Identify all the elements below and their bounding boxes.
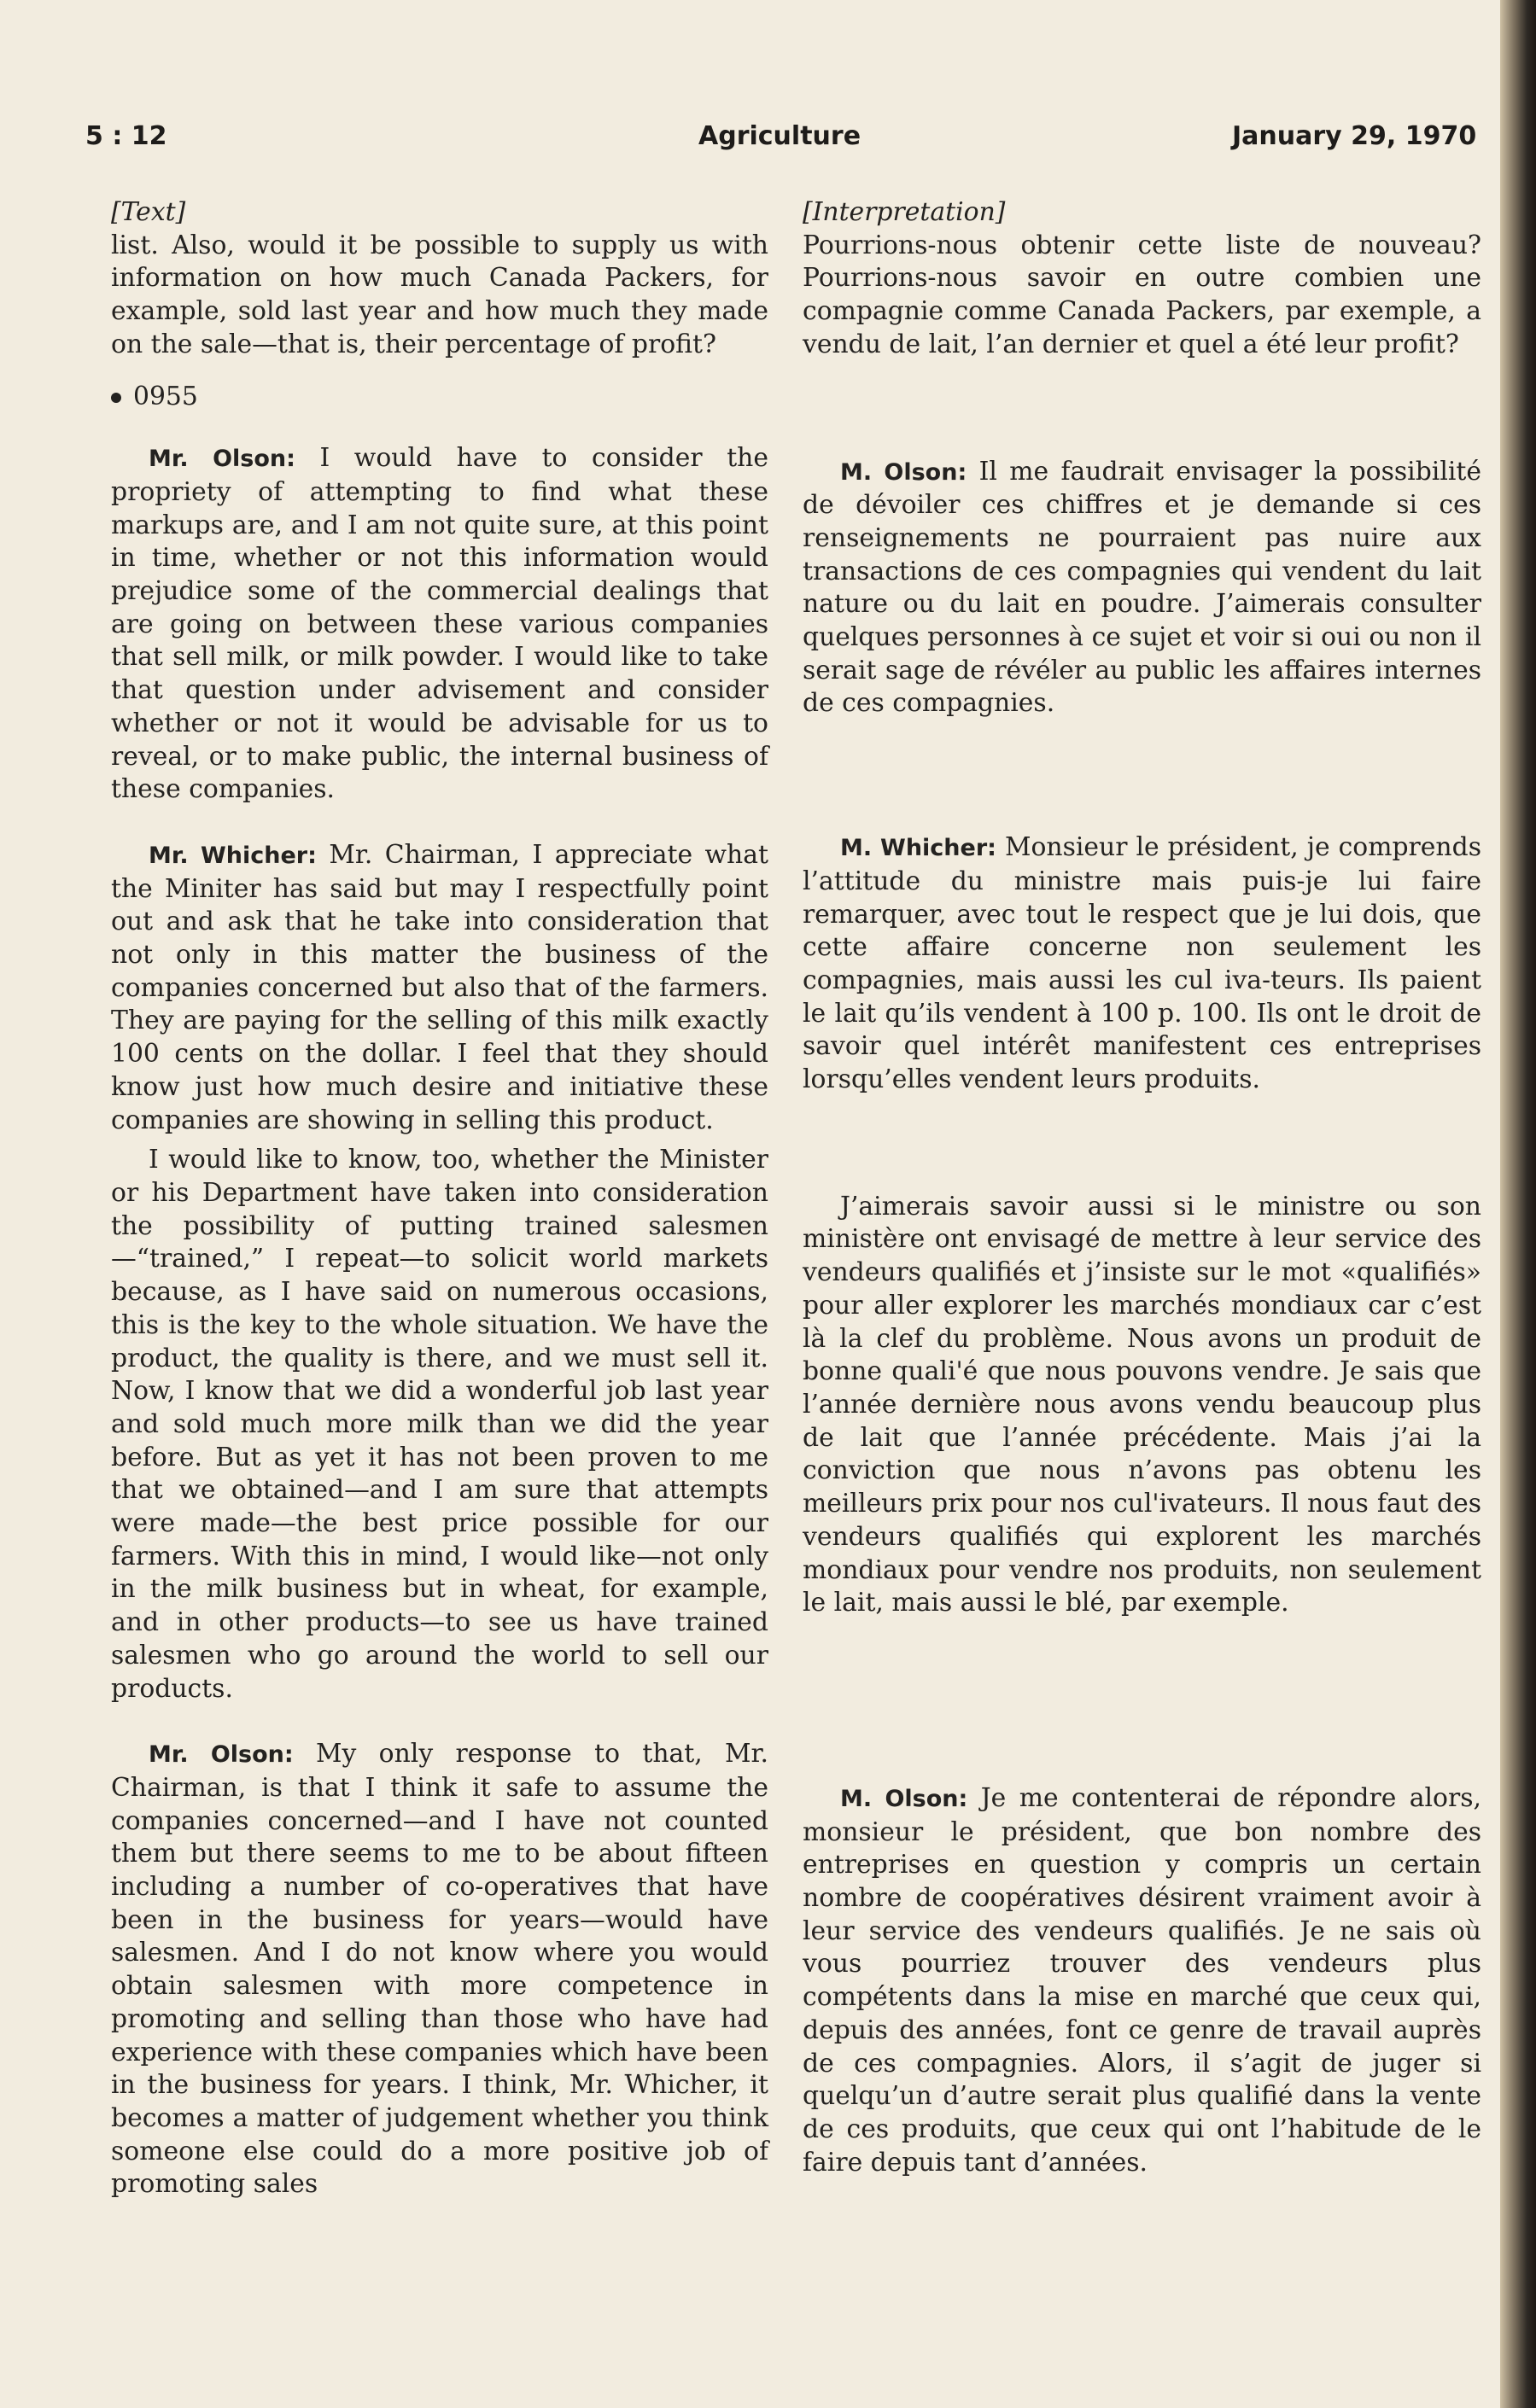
page-date: January 29, 1970: [1232, 121, 1477, 151]
speaker-name: Mr. Olson:: [149, 1741, 294, 1769]
speaker-name: M. Whicher:: [840, 835, 996, 862]
paragraph: [803, 456, 1481, 721]
speaker-name: Mr. Whicher:: [149, 842, 317, 869]
speaker-name: M. Olson:: [840, 458, 967, 486]
paragraph: I would like to know, too, whether the Minister or his Department have taken into consideration the possibility of putting trained salesmen—“trained,” I repeat—to solicit world markets because, as I have said on numerous occasions, this is the key to the whole situation. We have the product, the quality is there, and we must sell it. Now, I know that we did a wonderful job last year and sold much more milk than we did the year before. But as yet it has not been proven to me that we obtained—and I am sure that attempts were made—the best price possible for our farmers. With this in mind, I would like—not only in the milk business but in wheat, for example, and in other products—to see us have trained salesmen who go around the world to sell our products.: [111, 1145, 768, 1704]
speech-text: I would have to consider the propriety of attempting to find what these markups are, and I am not quite sure, at this point in time, whether or not this information would prejudice some of the commercial dealings that are going on between these various companies that sell milk, or milk powder. I would like to take that question under advisement and consider whether or not it would be advisable for us to reveal, or to make public, the internal business of these companies.: [111, 443, 768, 805]
speaker-name: Mr. Olson:: [149, 446, 295, 473]
speech-text: Je me contenterai de répondre alors, monsieur le président, que bon nombre des entreprises en question y compris un certain nombre de coopératives désirent vraiment avoir à leur service des vendeurs qualifiés. Je ne sais où vous pourriez trouver des vendeurs plus compétents dans la mise en marché que ceux qui, depuis des années, font ce genre de travail auprès de ces compagnies. Alors, il s’agit de juger si quelqu’un d’autre serait plus qualifié dans la vente de ces produits, que ceux qui ont l’habitude de le faire depuis tant d’années.: [803, 1782, 1481, 2178]
paragraph: [111, 442, 768, 807]
speech-text: My only response to that, Mr. Chairman, is that I think it safe to assume the companies concerned—and I have not counted them but there seems to me to be about fifteen including a number of co-operatives that have been in the business for years—would have salesmen. And I do not know where you would obtain salesmen with more competence in promoting and selling than those who have had experience with these companies which have been in the business for years. I think, Mr. Whicher, it becomes a matter of judgement whether you think someone else could do a more positive job of promoting sales: [111, 1739, 768, 2200]
french-column: [803, 196, 1481, 2179]
english-column: [111, 196, 768, 2201]
paragraph: [803, 1782, 1481, 2179]
paragraph: list. Also, would it be possible to supply us with information on how much Canada Packers, for example, sold last year and how much they made on the sale—that is, their percentage of profit?: [111, 230, 768, 359]
running-title: Agriculture: [698, 121, 861, 151]
page-number: 5 : 12: [85, 121, 167, 151]
paragraph: [111, 839, 768, 1137]
paragraph: [803, 831, 1481, 1097]
page-header: [0, 121, 1503, 164]
paragraph: J’aimerais savoir aussi si le ministre ou son ministère ont envisagé de mettre à leur service des vendeurs qualifiés et j’insiste sur le mot «qualifiés» pour aller explorer les marchés mondiaux car c’est là la clef du problème. Nous avons un produit de bonne quali'é que nous pouvons vendre. Je sais que l’année dernière nous avons vendu beaucoup plus de lait que l’année précédente. Mais j’ai la conviction que nous n’avons pas obtenu les meilleurs prix pour nos cul'ivateurs. Il nous faut des vendeurs qualifiés qui explorent les marchés mondiaux pour vendre nos produits, non seulement le lait, mais aussi le blé, par exemple.: [803, 1191, 1481, 1618]
interpretation-label: [Interpretation]: [803, 197, 1006, 227]
time-marker: [111, 381, 768, 414]
time-marker-label: 0955: [133, 381, 198, 411]
speech-text: Monsieur le président, je comprends l’attitude du ministre mais puis-je lui faire remarquer, avec tout le respect que je lui dois, que cette affaire concerne non seulement les compagnies, mais aussi les cul iva-teurs. Ils paient le lait qu’ils vendent à 100 p. 100. Ils ont le droit de savoir quel intérêt manifestent ces entreprises lorsqu’elles vendent leurs produits.: [803, 832, 1481, 1095]
text-label: [Text]: [111, 197, 186, 227]
bullet-icon: [111, 393, 121, 403]
paragraph: [111, 1738, 768, 2201]
speaker-name: M. Olson:: [840, 1785, 968, 1812]
binding-gutter: [1500, 0, 1536, 2408]
speech-text: Il me faudrait envisager la possibilité de dévoiler ces chiffres et je demande si ces renseignements ne pourraient pas nuire aux transactions de ces compagnies qui vendent du lait nature ou du lait en poudre. J’aimerais consulter quelques personnes à ce sujet et voir si oui ou non il serait sage de révéler au public les affaires internes de ces compagnies.: [803, 456, 1481, 719]
paragraph: Pourrions-nous obtenir cette liste de nouveau? Pourrions-nous savoir en outre combien une compagnie comme Canada Packers, par exemple, a vendu de lait, l’an dernier et quel a été leur profit?: [803, 230, 1481, 359]
speech-text: Mr. Chairman, I appreciate what the Miniter has said but may I respectfully point out and ask that he take into consideration that not only in this matter the business of the companies concerned but also that of the farmers. They are paying for the selling of this milk exactly 100 cents on the dollar. I feel that they should know just how much desire and initiative these companies are showing in selling this product.: [111, 839, 768, 1135]
